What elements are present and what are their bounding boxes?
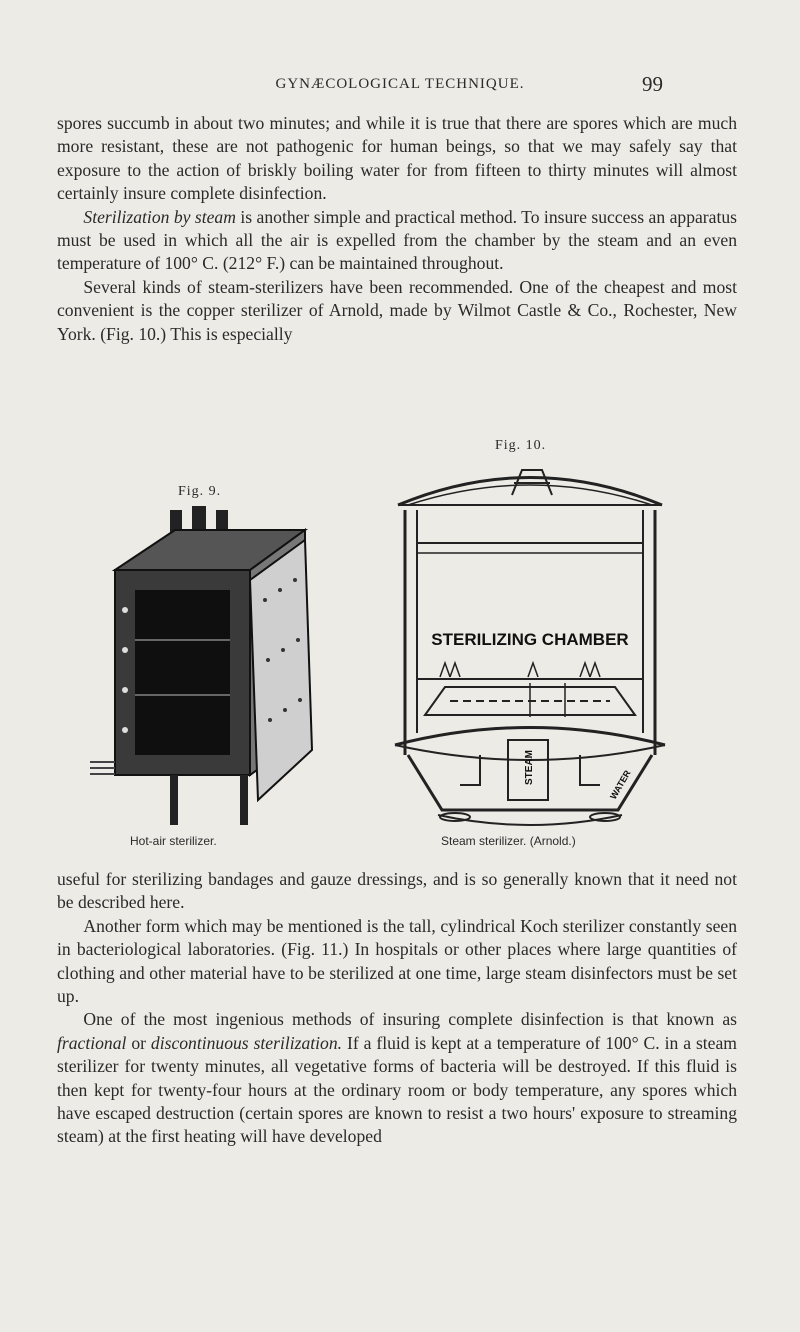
paragraph-boiling: spores succumb in about two minutes; and while it is true that there are spores which are much more resistant, these are not pathogenic for human beings, so that we may safely say that exposure to the action of briskly boiling water for from fifteen to thirty minutes will almost certainly insure complete disinfection. bbox=[57, 113, 737, 204]
paragraph-fractional-sterilization bbox=[57, 1008, 737, 1148]
paragraph-koch-sterilizer: Another form which may be mentioned is the tall, cylindrical Koch sterilizer constantly seen in bacteriological laboratories. (Fig. 11.) In hospitals or other places where large quantities of clothing and other material have to be sterilized at one time, large steam disinfectors must be set up. bbox=[57, 915, 737, 1007]
water-label: WATER bbox=[608, 768, 633, 801]
paragraph-steam-sterilizers: Several kinds of steam-sterilizers have been recommended. One of the cheapest and most convenient is the copper sterilizer of Arnold, made by Wilmot Castle & Co., Rochester, New York. (Fig. 10.) This is especially bbox=[57, 276, 737, 344]
emphasis-fractional: fractional bbox=[57, 1032, 127, 1053]
running-head: GYNÆCOLOGICAL TECHNIQUE. bbox=[275, 76, 525, 92]
fractional-text-mid: or bbox=[126, 1032, 151, 1053]
steam-label: STEAM bbox=[524, 750, 535, 785]
fig10-label: Fig. 10. bbox=[495, 438, 547, 453]
hot-air-sterilizer-illustration bbox=[80, 500, 320, 830]
fractional-text-end: If a fluid is kept at a temperature of 100° C. in a steam sterilizer for twenty minutes, all vegetative forms of bacteria will be destroyed. If this fluid is then kept for twenty-four hours at the ordinary room or body temperature, any spores which have escaped destruction (certain spores are known to resist a two hours' exposure to streaming steam) at the first heating will have developed bbox=[57, 1032, 737, 1147]
fig9-label: Fig. 9. bbox=[178, 484, 222, 499]
paragraph-bandages: useful for sterilizing bandages and gauze dressings, and is so generally known that it need not be described here. bbox=[57, 869, 737, 913]
paragraph-steam-sterilization bbox=[57, 206, 737, 276]
paragraph-steam-text: is another simple and practical method. To insure success an apparatus must be used in which all the air is expelled from the chamber by the steam and an even temperature of 100° C. (212° F.) can be maintained throughout. bbox=[57, 206, 737, 274]
fig10-caption: Steam sterilizer. (Arnold.) bbox=[441, 834, 576, 848]
emphasis-sterilization-by-steam: Sterilization by steam bbox=[83, 206, 236, 227]
page-header bbox=[0, 72, 800, 100]
page-number: 99 bbox=[642, 72, 663, 96]
steam-sterilizer-diagram bbox=[390, 455, 670, 830]
fractional-text-start: One of the most ingenious methods of insuring complete disinfection is that known as bbox=[83, 1009, 737, 1030]
fig9-caption: Hot-air sterilizer. bbox=[130, 834, 217, 848]
top-text-block bbox=[57, 112, 737, 346]
bottom-text-block bbox=[57, 868, 737, 1149]
emphasis-discontinuous: discontinuous sterilization. bbox=[150, 1032, 343, 1053]
sterilizing-chamber-label: STERILIZING CHAMBER bbox=[431, 630, 629, 649]
